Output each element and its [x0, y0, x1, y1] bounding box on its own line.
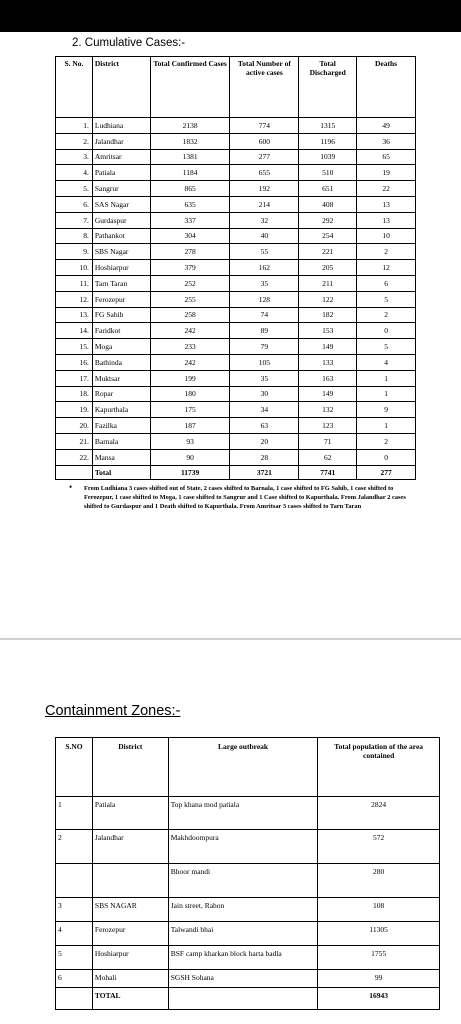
table-cell: 16.	[56, 354, 93, 370]
table-cell: 17.	[56, 370, 93, 386]
table-cell: 199	[150, 370, 230, 386]
table-cell: 5.	[56, 181, 93, 197]
header-outbreak: Large outbreak	[168, 738, 318, 797]
table-row	[56, 386, 416, 402]
table-row	[56, 118, 416, 134]
table-cell: 10	[357, 228, 416, 244]
table-cell: 192	[230, 181, 299, 197]
table-cell: 0	[357, 323, 416, 339]
total-row	[56, 988, 440, 1010]
table-cell: 19.	[56, 402, 93, 418]
table-row	[56, 449, 416, 465]
table-cell: 180	[150, 386, 230, 402]
table-cell: 153	[299, 323, 357, 339]
table-cell: 379	[150, 260, 230, 276]
total-cell: 16943	[318, 988, 440, 1010]
table-row	[56, 323, 416, 339]
table-cell: 655	[230, 165, 299, 181]
table-cell: Kapurthala	[92, 402, 150, 418]
table-cell: 278	[150, 244, 230, 260]
table-cell: Sangrur	[92, 181, 150, 197]
table-row	[56, 228, 416, 244]
table-cell: 337	[150, 212, 230, 228]
table-cell: 22.	[56, 449, 93, 465]
table-cell: 242	[150, 354, 230, 370]
table-cell: 108	[318, 898, 440, 922]
table-row	[56, 418, 416, 434]
table-cell: 2.	[56, 133, 93, 149]
total-cell: TOTAL	[92, 988, 168, 1010]
table-cell: 6	[56, 970, 93, 988]
table-cell: Fazilka	[92, 418, 150, 434]
table-cell: 2824	[318, 797, 440, 830]
table-cell: 62	[299, 449, 357, 465]
table-cell: 6	[357, 275, 416, 291]
table-cell: 572	[318, 830, 440, 864]
header-discharged: Total Discharged	[299, 57, 357, 118]
table-cell: 1	[357, 370, 416, 386]
table-cell: 408	[299, 196, 357, 212]
table-cell: 5	[357, 291, 416, 307]
table-cell: 182	[299, 307, 357, 323]
table-cell: 865	[150, 181, 230, 197]
table-cell: 123	[299, 418, 357, 434]
table-cell: 65	[357, 149, 416, 165]
header-population: Total population of the area contained	[318, 738, 440, 797]
table-cell: 21.	[56, 433, 93, 449]
table-cell: 1039	[299, 149, 357, 165]
table-cell: 163	[299, 370, 357, 386]
table-cell: 510	[299, 165, 357, 181]
header-active: Total Number of active cases	[230, 57, 299, 118]
table-cell: 214	[230, 196, 299, 212]
table-row	[56, 433, 416, 449]
table-cell: 304	[150, 228, 230, 244]
table-cell: 20	[230, 433, 299, 449]
table-cell: 1315	[299, 118, 357, 134]
table-row	[56, 864, 440, 898]
table-cell: 105	[230, 354, 299, 370]
total-cell	[56, 465, 93, 479]
table-row	[56, 149, 416, 165]
table-cell: 277	[230, 149, 299, 165]
header-deaths: Deaths	[357, 57, 416, 118]
section-title: 2. Cumulative Cases:-	[72, 37, 186, 49]
table-cell: 9	[357, 402, 416, 418]
table-cell: 292	[299, 212, 357, 228]
table-cell: Mohali	[92, 970, 168, 988]
table-cell: 30	[230, 386, 299, 402]
table-cell: 3	[56, 898, 93, 922]
table-row	[56, 354, 416, 370]
table-cell: 13	[357, 212, 416, 228]
table-cell: 1184	[150, 165, 230, 181]
table-cell: 74	[230, 307, 299, 323]
table-cell: Patiala	[92, 165, 150, 181]
table-cell: 6.	[56, 196, 93, 212]
table-cell: 242	[150, 323, 230, 339]
total-row	[56, 465, 416, 479]
table-row	[56, 260, 416, 276]
table-cell: 20.	[56, 418, 93, 434]
total-cell: 11739	[150, 465, 230, 479]
table-cell: 19	[357, 165, 416, 181]
table-cell: 149	[299, 386, 357, 402]
table-header-row	[56, 57, 416, 118]
table-cell: 40	[230, 228, 299, 244]
table-cell: 2138	[150, 118, 230, 134]
table-cell: SBS Nagar	[92, 244, 150, 260]
table-cell: 35	[230, 275, 299, 291]
page-divider	[0, 638, 461, 640]
table-cell: Ferozepur	[92, 922, 168, 946]
table-cell: 1196	[299, 133, 357, 149]
table-cell: 651	[299, 181, 357, 197]
table-cell: Jalandhar	[92, 133, 150, 149]
total-cell: 277	[357, 465, 416, 479]
table-cell: Tarn Taran	[92, 275, 150, 291]
table-cell: 4	[357, 354, 416, 370]
table-cell: Barnala	[92, 433, 150, 449]
table-row	[56, 970, 440, 988]
table-cell: 0	[357, 449, 416, 465]
table-row	[56, 370, 416, 386]
containment-zones-table	[55, 737, 440, 1010]
table-cell: 1.	[56, 118, 93, 134]
table-cell: 175	[150, 402, 230, 418]
total-cell: 3721	[230, 465, 299, 479]
table-cell: 132	[299, 402, 357, 418]
table-cell: SGSH Sohana	[168, 970, 318, 988]
table-cell: 49	[357, 118, 416, 134]
table-row	[56, 196, 416, 212]
header-sno: S. No.	[56, 57, 93, 118]
table-cell: 63	[230, 418, 299, 434]
table-cell: 4	[56, 922, 93, 946]
table-cell: 99	[318, 970, 440, 988]
table-cell: 221	[299, 244, 357, 260]
table-cell: 13	[357, 196, 416, 212]
table-cell: Hoshiarpur	[92, 946, 168, 970]
table-row	[56, 898, 440, 922]
table-cell: 774	[230, 118, 299, 134]
table-cell: 211	[299, 275, 357, 291]
cumulative-cases-table	[55, 56, 416, 480]
table-cell: 5	[56, 946, 93, 970]
containment-title: Containment Zones:-	[45, 703, 181, 719]
table-cell: Moga	[92, 339, 150, 355]
total-cell: 7741	[299, 465, 357, 479]
table-cell: 13.	[56, 307, 93, 323]
table-cell: 90	[150, 449, 230, 465]
table-cell: 233	[150, 339, 230, 355]
table-cell: 1	[56, 797, 93, 830]
table-row	[56, 922, 440, 946]
table-cell: 12.	[56, 291, 93, 307]
header-sno: S.NO	[56, 738, 93, 797]
table-cell: 1	[357, 418, 416, 434]
table-cell: 600	[230, 133, 299, 149]
table-cell: 1381	[150, 149, 230, 165]
table-cell: Ludhiana	[92, 118, 150, 134]
table-cell	[56, 864, 93, 898]
table-row	[56, 133, 416, 149]
table-cell: 71	[299, 433, 357, 449]
table-cell: SAS Nagar	[92, 196, 150, 212]
table-row	[56, 212, 416, 228]
table-row	[56, 165, 416, 181]
table-header-row	[56, 738, 440, 797]
table-cell: Ropar	[92, 386, 150, 402]
table-cell: 2	[56, 830, 93, 864]
table-cell: 93	[150, 433, 230, 449]
table-cell: 22	[357, 181, 416, 197]
table-cell: 3.	[56, 149, 93, 165]
table-cell: 11305	[318, 922, 440, 946]
table-cell: 7.	[56, 212, 93, 228]
table-cell: Top khana mod patiala	[168, 797, 318, 830]
table-cell: 79	[230, 339, 299, 355]
table-cell: 255	[150, 291, 230, 307]
table-row	[56, 291, 416, 307]
table-cell: 8.	[56, 228, 93, 244]
table-cell: 4.	[56, 165, 93, 181]
table-cell: 9.	[56, 244, 93, 260]
table-cell: SBS NAGAR	[92, 898, 168, 922]
table-cell: Gurdaspur	[92, 212, 150, 228]
table-cell: Muktsar	[92, 370, 150, 386]
shift-note: From Ludhiana 3 cases shifted out of State, 2 cases shifted to Barnala, 1 case shifted to FG Sahib, 1 case shifted to Ferozepur, 1 case shifted to Moga, 1 case shifted to Sangrur and 1 Case shifted to Kapurthala. From Jalandhar 2 cases shifted to Gurdaspur and 1 Death shifted to Kapurthala. From Amritsar 3 cases shifted to Tarn Taran	[84, 485, 406, 510]
header-district: District	[92, 57, 150, 118]
table-cell: 162	[230, 260, 299, 276]
table-row	[56, 402, 416, 418]
table-row	[56, 181, 416, 197]
total-cell: Total	[92, 465, 150, 479]
table-cell: 55	[230, 244, 299, 260]
table-cell: 122	[299, 291, 357, 307]
table-cell: 35	[230, 370, 299, 386]
table-row	[56, 244, 416, 260]
table-cell: 10.	[56, 260, 93, 276]
table-cell: 18.	[56, 386, 93, 402]
table-cell: 205	[299, 260, 357, 276]
table-cell: 1755	[318, 946, 440, 970]
total-cell	[56, 988, 93, 1010]
table-cell: 32	[230, 212, 299, 228]
table-cell: 1832	[150, 133, 230, 149]
table-row	[56, 946, 440, 970]
table-cell: 5	[357, 339, 416, 355]
table-row	[56, 275, 416, 291]
table-cell: 14.	[56, 323, 93, 339]
header-confirmed: Total Confirmed Cases	[150, 57, 230, 118]
table-cell: Bhoor mandi	[168, 864, 318, 898]
total-cell	[168, 988, 318, 1010]
table-cell: 34	[230, 402, 299, 418]
table-row	[56, 830, 440, 864]
bullet-icon: •	[69, 482, 73, 492]
table-cell: 252	[150, 275, 230, 291]
table-cell: Jain street, Rahon	[168, 898, 318, 922]
table-cell: Amritsar	[92, 149, 150, 165]
table-cell: 28	[230, 449, 299, 465]
table-cell: 187	[150, 418, 230, 434]
table-row	[56, 797, 440, 830]
header-district: District	[92, 738, 168, 797]
table-cell: 635	[150, 196, 230, 212]
table-cell: 128	[230, 291, 299, 307]
table-cell: 89	[230, 323, 299, 339]
table-row	[56, 339, 416, 355]
table-cell: Ferozepur	[92, 291, 150, 307]
table-cell: Patiala	[92, 797, 168, 830]
table-row	[56, 307, 416, 323]
table-cell: 36	[357, 133, 416, 149]
table-cell: Pathankot	[92, 228, 150, 244]
table-cell: 254	[299, 228, 357, 244]
table-cell: Faridkot	[92, 323, 150, 339]
table-cell: 2	[357, 433, 416, 449]
table-cell: Mansa	[92, 449, 150, 465]
table-cell: 133	[299, 354, 357, 370]
table-cell: 1	[357, 386, 416, 402]
table-cell: Talwandi bhai	[168, 922, 318, 946]
table-cell: 280	[318, 864, 440, 898]
table-cell: BSF camp kharkan block harta badla	[168, 946, 318, 970]
table-cell: FG Sahib	[92, 307, 150, 323]
table-cell: 11.	[56, 275, 93, 291]
table-cell: 2	[357, 307, 416, 323]
table-cell: Jalandhar	[92, 830, 168, 864]
table-cell: Hoshiarpur	[92, 260, 150, 276]
table-cell: Bathinda	[92, 354, 150, 370]
table-cell: 2	[357, 244, 416, 260]
table-cell: Makhdoompura	[168, 830, 318, 864]
table-cell: 15.	[56, 339, 93, 355]
table-cell: 258	[150, 307, 230, 323]
table-cell: 12	[357, 260, 416, 276]
table-cell	[92, 864, 168, 898]
table-cell: 149	[299, 339, 357, 355]
top-black-bar	[0, 0, 461, 32]
